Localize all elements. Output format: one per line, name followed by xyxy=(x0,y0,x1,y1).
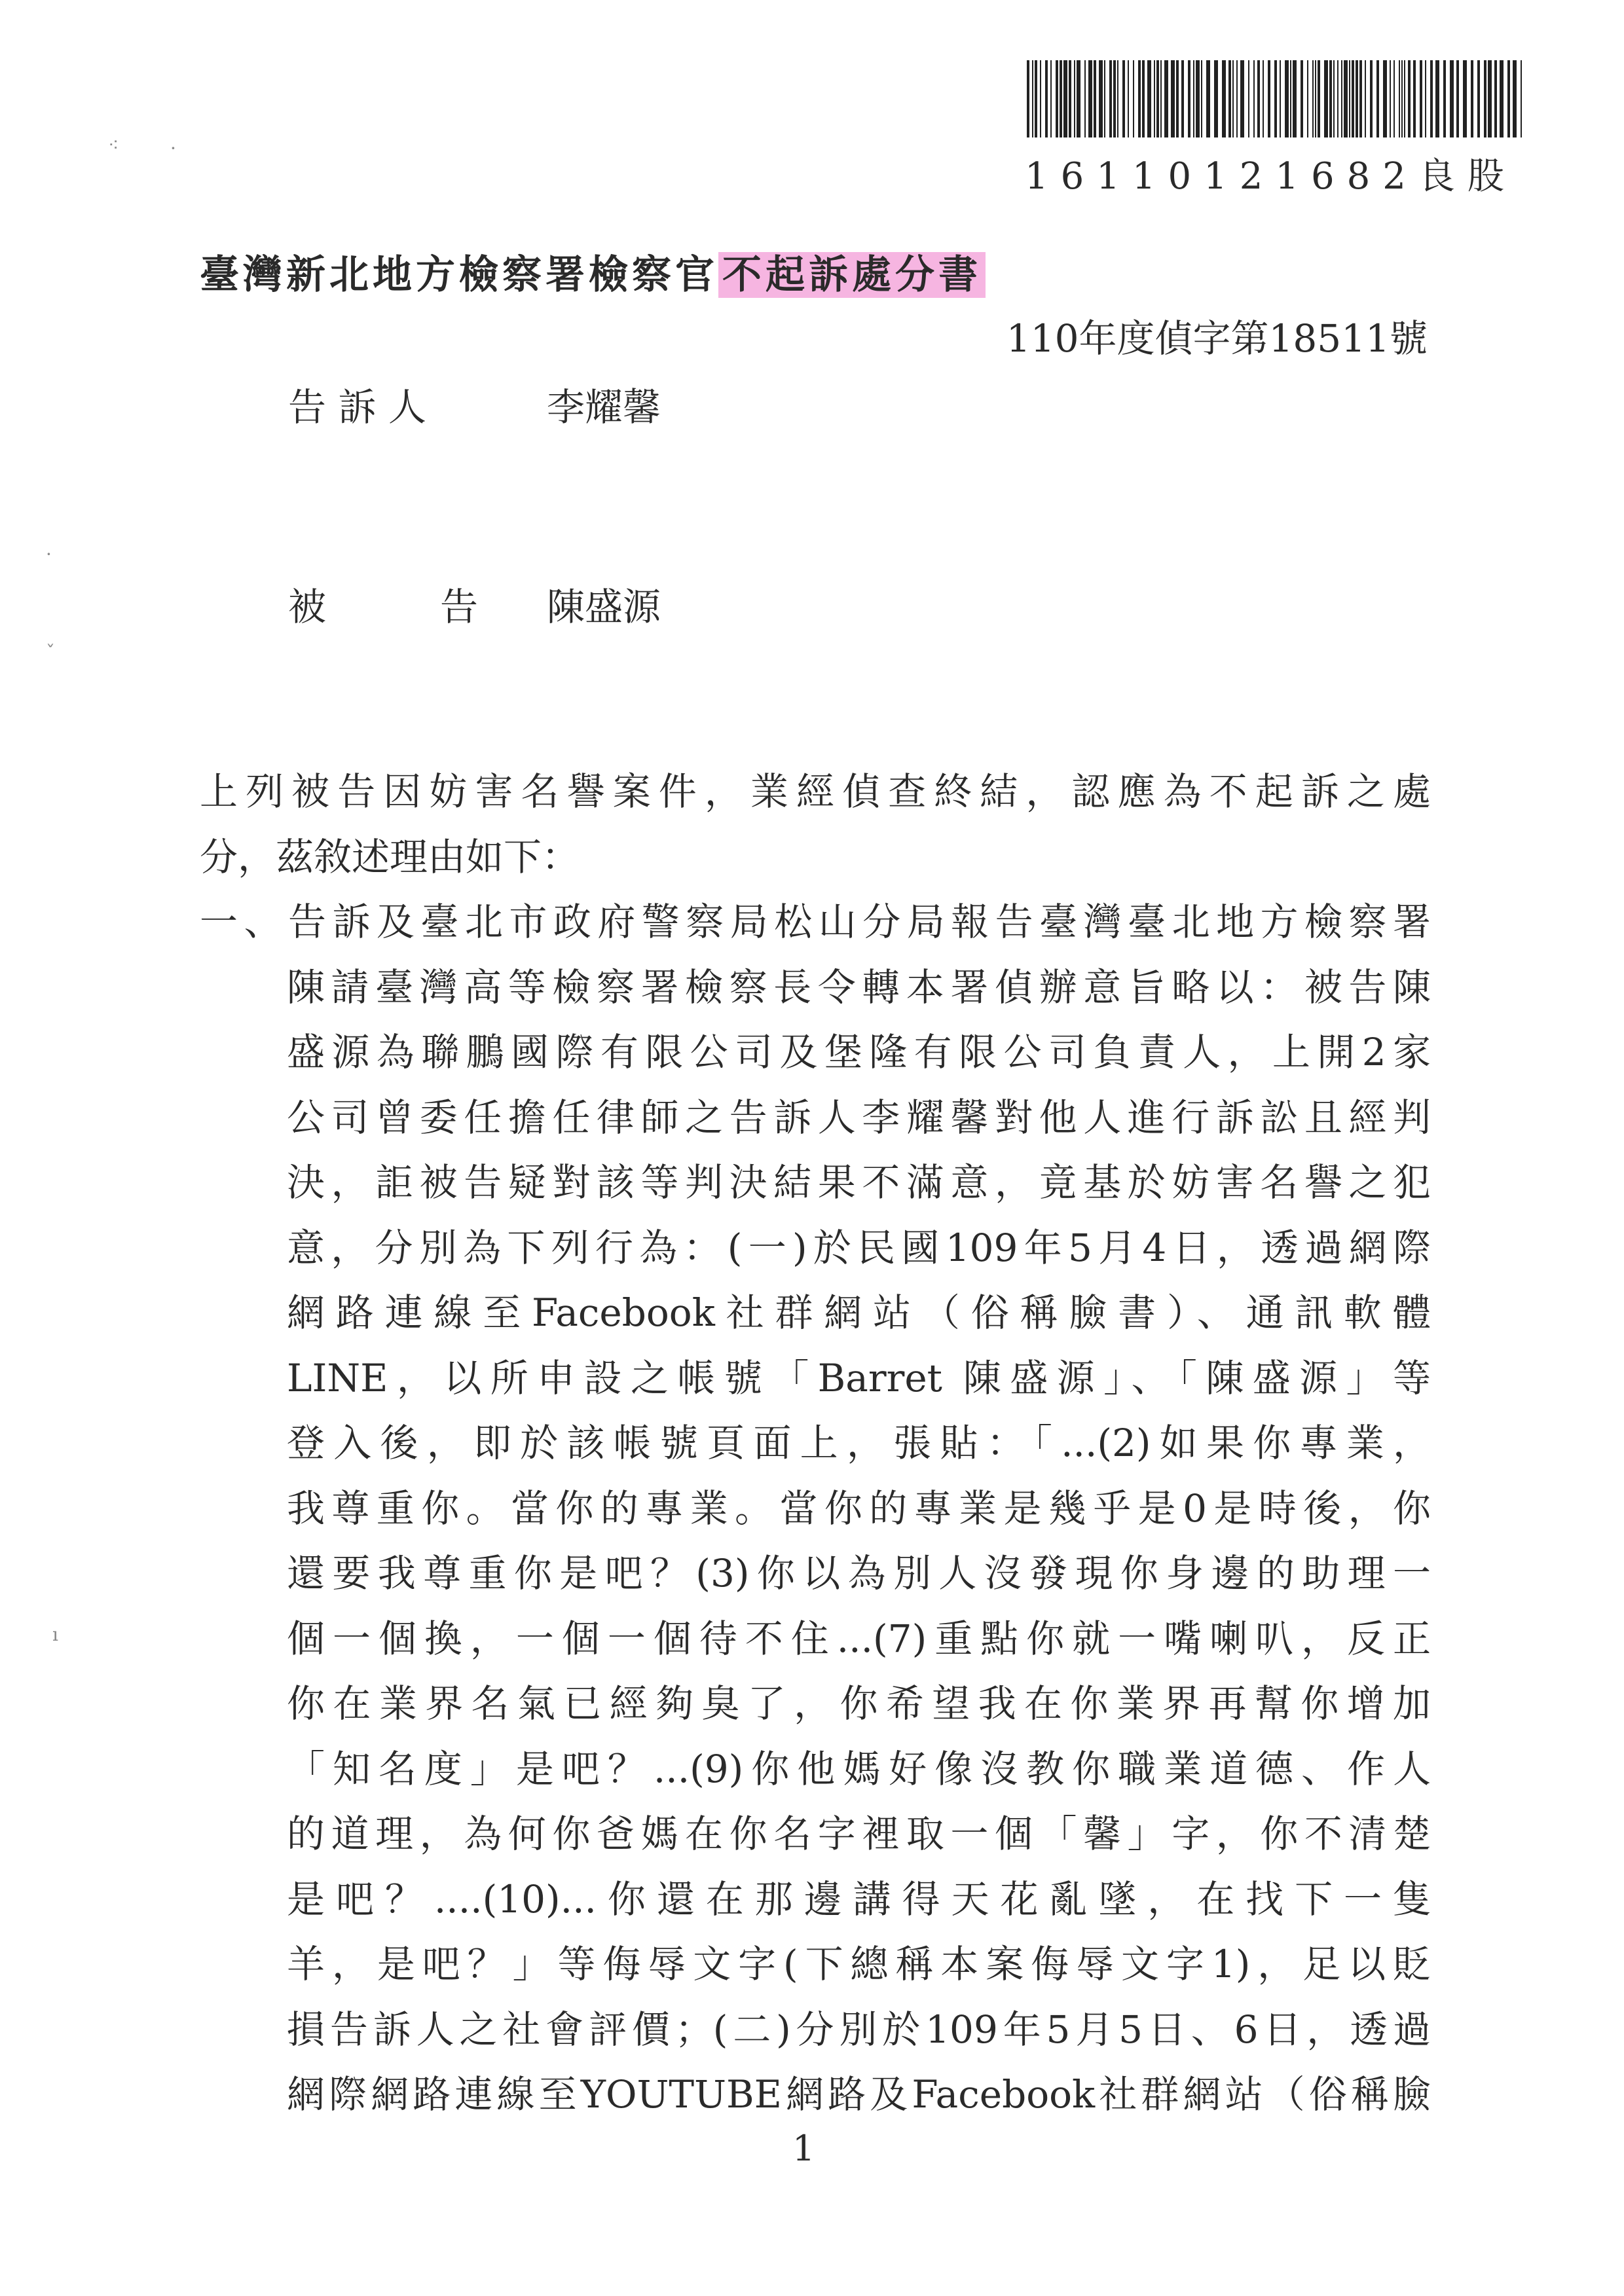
barcode-bar xyxy=(1027,60,1029,137)
barcode-bar xyxy=(1268,60,1270,137)
barcode-bar xyxy=(1122,60,1125,137)
barcode-bar xyxy=(1333,60,1335,137)
barcode-bar xyxy=(1280,60,1281,137)
barcode-bar xyxy=(1088,60,1092,137)
document-title: 臺灣新北地方檢察署檢察官 不起訴處分書 xyxy=(200,244,986,300)
barcode-bar xyxy=(1109,60,1112,137)
scan-mark: ⁖ xyxy=(108,134,119,156)
barcode-bar xyxy=(1117,60,1118,137)
body-line: 個一個換，一個一個待不住...(7)重點你就一嘴喇叭，反正 xyxy=(287,1616,1431,1661)
barcode-bar xyxy=(1147,60,1151,137)
barcode-number: 16110121682良股 xyxy=(1025,155,1517,198)
barcode-bar xyxy=(1359,60,1362,137)
barcode-bar xyxy=(1196,60,1200,137)
barcode-bar xyxy=(1074,60,1075,137)
barcode-bar xyxy=(1318,60,1320,137)
scan-mark: · xyxy=(170,137,176,159)
barcode-bar xyxy=(1370,60,1373,137)
barcode-bar xyxy=(1040,60,1041,137)
barcode-bar xyxy=(1236,60,1238,137)
title-highlight: 不起訴處分書 xyxy=(718,252,986,298)
body-line: 是吧？....(10)...你還在那邊講得天花亂墜，在找下一隻 xyxy=(287,1876,1431,1922)
barcode-bar xyxy=(1393,60,1395,137)
barcode-bar xyxy=(1500,60,1504,137)
body-line: 我尊重你。當你的專業。當你的專業是幾乎是0是時後，你 xyxy=(287,1485,1431,1531)
body-line: 分，茲敘述理由如下： xyxy=(200,834,580,879)
barcode-bar xyxy=(1176,60,1179,137)
body-line: 網際網路連線至YOUTUBE網路及Facebook社群網站（俗稱臉 xyxy=(287,2072,1431,2117)
scan-mark: · xyxy=(46,543,52,565)
body-line: 公司曾委任擔任律師之告訴人李耀馨對他人進行訴訟且經判 xyxy=(287,1095,1431,1140)
body-line: 的道理，為何你爸媽在你名字裡取一個「馨」字，你不清楚 xyxy=(287,1812,1431,1856)
barcode-bar xyxy=(1274,60,1277,137)
barcode-bar xyxy=(1094,60,1096,137)
body-line: 還要我尊重你是吧？(3)你以為別人沒發現你身邊的助理一 xyxy=(287,1551,1431,1595)
barcode-bar xyxy=(1193,60,1194,137)
barcode-bar xyxy=(1069,60,1071,137)
barcode-bar xyxy=(1408,60,1411,137)
barcode-bar xyxy=(1138,60,1141,137)
body-line: 意，分別為下列行為：(一)於民國109年5月4日，透過網際 xyxy=(287,1225,1431,1270)
barcode-bar xyxy=(1104,60,1105,137)
body-line: 上列被告因妨害名譽案件，業經偵查終結，認應為不起訴之處 xyxy=(200,769,1431,814)
barcode-bar xyxy=(1253,60,1255,137)
barcode-bar xyxy=(1404,60,1405,137)
barcode-bar xyxy=(1060,60,1062,137)
defendant-label: 被 告 xyxy=(288,585,479,629)
barcode-bar xyxy=(1301,60,1303,137)
barcode-bar xyxy=(1399,60,1400,137)
defendant-name: 陳盛源 xyxy=(547,585,661,629)
barcode-bar xyxy=(1315,60,1316,137)
body-line: 損告訴人之社會評價；(二)分別於109年5月5日、6日，透過 xyxy=(287,2007,1431,2052)
barcode-bar xyxy=(1413,60,1416,137)
barcode-bar xyxy=(1232,60,1234,137)
barcode-bar xyxy=(1484,60,1486,137)
barcode-bar xyxy=(1401,60,1403,137)
barcode-bar xyxy=(1341,60,1342,137)
barcode-bar xyxy=(1456,60,1459,137)
barcode-bar xyxy=(1171,60,1175,137)
barcode-bar xyxy=(1507,60,1510,137)
barcode-bar xyxy=(1240,60,1244,137)
barcode-bar xyxy=(1344,60,1348,137)
body-line: 你在業界名氣已經夠臭了，你希望我在你業界再幫你增加 xyxy=(287,1681,1431,1726)
barcode-bar xyxy=(1293,60,1297,137)
barcode-bar xyxy=(1050,60,1052,137)
barcode-bar xyxy=(1463,60,1467,137)
barcode-bar xyxy=(1430,60,1433,137)
barcode-bar xyxy=(1285,60,1289,137)
barcode-bar xyxy=(1420,60,1422,137)
barcode-bar xyxy=(1214,60,1218,137)
barcode-bar xyxy=(1450,60,1454,137)
barcode-bar xyxy=(1337,60,1338,137)
barcode xyxy=(1027,60,1524,137)
barcode-bar xyxy=(1513,60,1517,137)
complainant-name: 李耀馨 xyxy=(547,385,661,429)
barcode-bar xyxy=(1352,60,1354,137)
barcode-bar xyxy=(1494,60,1497,137)
barcode-bar xyxy=(1063,60,1067,137)
barcode-bar xyxy=(1488,60,1492,137)
unit-label: 良股 xyxy=(1418,155,1517,198)
barcode-bar xyxy=(1181,60,1184,137)
barcode-bar xyxy=(1201,60,1202,137)
barcode-bar xyxy=(1324,60,1328,137)
barcode-bar xyxy=(1471,60,1473,137)
barcode-bar xyxy=(1376,60,1379,137)
barcode-bar xyxy=(1160,60,1162,137)
barcode-bar xyxy=(1113,60,1116,137)
case-number: 110年度偵字第18511號 xyxy=(1006,316,1428,361)
body-line: 網路連線至Facebook社群網站（俗稱臉書）、通訊軟體 xyxy=(287,1290,1431,1335)
body-line: 羊，是吧？」等侮辱文字(下總稱本案侮辱文字1)，足以貶 xyxy=(287,1942,1431,1986)
barcode-bar xyxy=(1154,60,1155,137)
body-line: 「知名度」是吧？...(9)你他媽好像沒教你職業道德、作人 xyxy=(287,1746,1431,1791)
body-line: 決，詎被告疑對該等判決結果不滿意，竟基於妨害名譽之犯 xyxy=(287,1160,1431,1205)
barcode-bar xyxy=(1056,60,1058,137)
barcode-bar xyxy=(1307,60,1308,137)
barcode-bar xyxy=(1257,60,1260,137)
barcode-bar xyxy=(1222,60,1226,137)
barcode-bar xyxy=(1383,60,1387,137)
barcode-bar xyxy=(1365,60,1366,137)
barcode-bar xyxy=(1133,60,1134,137)
barcode-bar xyxy=(1035,60,1037,137)
scan-mark: ˇ xyxy=(46,642,55,663)
barcode-bar xyxy=(1099,60,1103,137)
barcode-bar xyxy=(1477,60,1480,137)
barcode-bar xyxy=(1228,60,1231,137)
barcode-bar xyxy=(1521,60,1522,137)
barcode-bar xyxy=(1349,60,1350,137)
barcode-bar xyxy=(1164,60,1168,137)
barcode-bar xyxy=(1312,60,1314,137)
barcode-bar xyxy=(1425,60,1426,137)
barcode-bar xyxy=(1142,60,1145,137)
barcode-bar xyxy=(1248,60,1249,137)
barcode-bar xyxy=(1356,60,1358,137)
barcode-bar xyxy=(1329,60,1332,137)
body-line: 一、告訴及臺北市政府警察局松山分局報告臺灣臺北地方檢察署 xyxy=(200,900,1431,944)
body-line: 登入後，即於該帳號頁面上，張貼：「...(2)如果你專業， xyxy=(287,1421,1431,1465)
complainant-label: 告 訴 人 xyxy=(288,385,426,429)
page-number: 1 xyxy=(792,2128,815,2169)
barcode-bar xyxy=(1128,60,1129,137)
barcode-bar xyxy=(1045,60,1048,137)
barcode-bar xyxy=(1206,60,1210,137)
defendant-line xyxy=(288,576,661,631)
barcode-bar xyxy=(1032,60,1033,137)
complainant-line xyxy=(288,376,661,431)
barcode-bar xyxy=(1443,60,1446,137)
barcode-bar xyxy=(1077,60,1080,137)
barcode-bar xyxy=(1084,60,1086,137)
body-line: 盛源為聯鵬國際有限公司及堡隆有限公司負責人，上開2家 xyxy=(287,1030,1431,1074)
scan-mark: ı xyxy=(52,1624,58,1645)
body-line: 陳請臺灣高等檢察署檢察長令轉本署偵辦意旨略以：被告陳 xyxy=(287,964,1431,1010)
document-body xyxy=(200,759,1431,2128)
barcode-bar xyxy=(1263,60,1264,137)
barcode-bar xyxy=(1290,60,1291,137)
barcode-bar xyxy=(1188,60,1190,137)
barcode-bar xyxy=(1390,60,1391,137)
barcode-bar xyxy=(1435,60,1439,137)
body-line: LINE，以所申設之帳號「Barret 陳盛源」、「陳盛源」等 xyxy=(287,1355,1431,1400)
barcode-bar xyxy=(1156,60,1159,137)
